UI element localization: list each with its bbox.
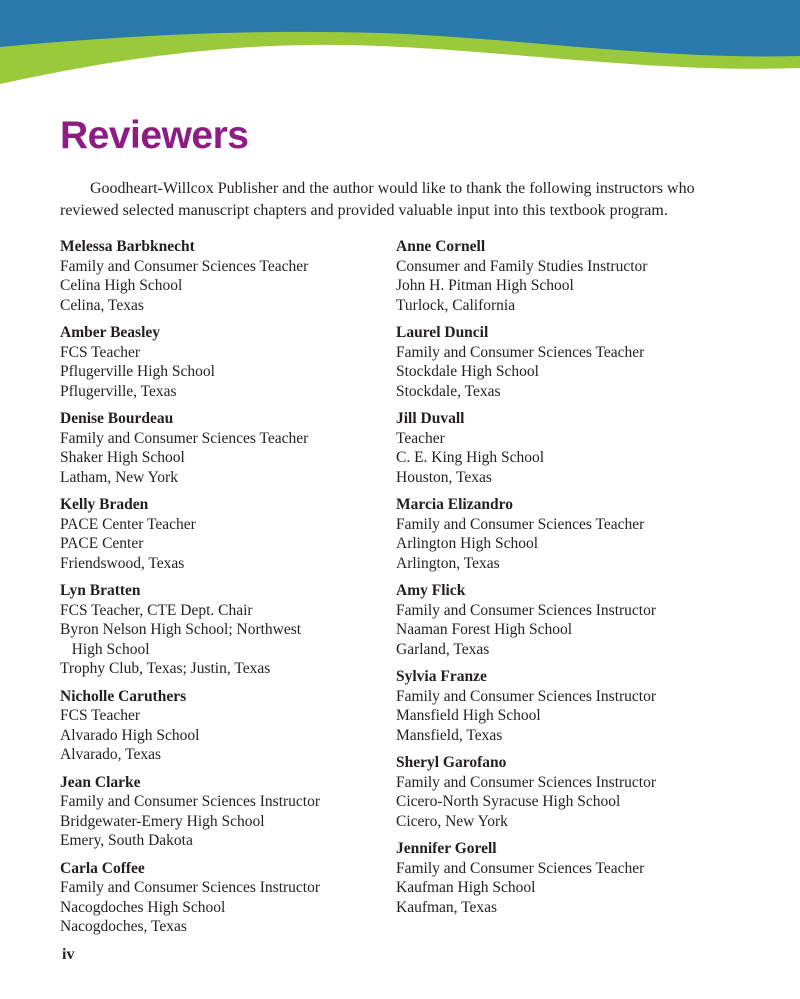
reviewer-name: Melessa Barbknecht bbox=[60, 238, 195, 255]
reviewer-name: Carla Coffee bbox=[60, 859, 145, 877]
reviewer-name: Amy Flick bbox=[396, 582, 466, 599]
reviewer-entry bbox=[60, 495, 396, 573]
reviewer-detail-line: Alvarado High School bbox=[60, 726, 200, 744]
reviewer-detail-line: Friendswood, Texas bbox=[60, 554, 185, 572]
reviewer-detail-line: Stockdale, Texas bbox=[396, 382, 501, 400]
reviewer-name: Marcia Elizandro bbox=[396, 496, 513, 513]
page-title: Reviewers bbox=[60, 114, 249, 157]
reviewer-detail-line: Mansfield High School bbox=[396, 707, 541, 724]
reviewer-detail-line: Cicero, New York bbox=[396, 812, 508, 830]
reviewer-detail-line: Cicero-North Syracuse High School bbox=[396, 793, 621, 810]
reviewer-entry bbox=[60, 859, 396, 937]
reviewer-name: Kelly Braden bbox=[60, 496, 149, 513]
reviewer-detail-line: Stockdale High School bbox=[396, 363, 539, 380]
reviewer-name: Jennifer Gorell bbox=[396, 840, 497, 857]
reviewer-column-left bbox=[60, 237, 396, 945]
reviewer-detail-line: Nacogdoches High School bbox=[60, 898, 226, 916]
reviewer-name: Denise Bourdeau bbox=[60, 410, 174, 427]
reviewer-detail-line: Kaufman High School bbox=[396, 879, 536, 896]
reviewer-detail-line: Byron Nelson High School; Northwest bbox=[60, 621, 302, 638]
reviewer-detail-line: Houston, Texas bbox=[396, 468, 492, 486]
reviewer-name: Lyn Bratten bbox=[60, 582, 141, 599]
reviewer-detail-line: Family and Consumer Sciences Teacher bbox=[396, 859, 645, 877]
reviewer-detail-line: High School bbox=[60, 640, 150, 658]
reviewer-entry bbox=[396, 667, 738, 745]
reviewer-columns bbox=[60, 237, 740, 945]
reviewer-detail-line: Trophy Club, Texas; Justin, Texas bbox=[60, 660, 271, 677]
reviewer-detail-line: Emery, South Dakota bbox=[60, 832, 193, 849]
reviewer-detail-line: Pflugerville High School bbox=[60, 363, 215, 380]
reviewer-detail-line: Celina, Texas bbox=[60, 296, 144, 314]
reviewer-entry bbox=[396, 409, 738, 487]
reviewer-detail-line: Celina High School bbox=[60, 277, 183, 294]
reviewer-detail-line: PACE Center bbox=[60, 535, 144, 552]
reviewer-name: Jean Clarke bbox=[60, 773, 141, 791]
reviewer-entry bbox=[396, 323, 738, 401]
reviewer-entry bbox=[396, 581, 738, 659]
reviewer-name: Sylvia Franze bbox=[396, 668, 487, 685]
reviewer-detail-line: Family and Consumer Sciences Teacher bbox=[396, 515, 645, 533]
reviewer-detail-line: PACE Center Teacher bbox=[60, 515, 196, 533]
reviewer-detail-line: FCS Teacher, CTE Dept. Chair bbox=[60, 601, 253, 619]
page-number: iv bbox=[62, 946, 75, 963]
reviewer-detail-line: Pflugerville, Texas bbox=[60, 382, 177, 400]
reviewer-name: Anne Cornell bbox=[396, 238, 486, 255]
reviewer-entry bbox=[60, 237, 396, 315]
reviewer-detail-line: Family and Consumer Sciences Instructor bbox=[396, 773, 657, 791]
reviewer-entry bbox=[60, 323, 396, 401]
reviewer-detail-line: Bridgewater-Emery High School bbox=[60, 812, 265, 830]
reviewer-entry bbox=[60, 687, 396, 765]
reviewer-entry bbox=[396, 237, 738, 315]
reviewer-detail-line: FCS Teacher bbox=[60, 343, 140, 361]
reviewer-detail-line: Consumer and Family Studies Instructor bbox=[396, 257, 648, 275]
intro-paragraph: Goodheart-Willcox Publisher and the author would like to thank the following instructors who reviewed selected manuscript chapters and provided valuable input into this textbook program. bbox=[60, 180, 695, 219]
reviewer-entry bbox=[396, 839, 738, 917]
reviewer-entry bbox=[60, 581, 396, 679]
reviewer-detail-line: Family and Consumer Sciences Teacher bbox=[396, 343, 645, 361]
reviewer-entry bbox=[60, 773, 396, 851]
reviewer-entry bbox=[396, 495, 738, 573]
reviewer-name: Jill Duvall bbox=[396, 410, 465, 427]
reviewer-name: Amber Beasley bbox=[60, 324, 161, 341]
reviewer-detail-line: FCS Teacher bbox=[60, 707, 140, 724]
reviewer-detail-line: Family and Consumer Sciences Instructor bbox=[396, 687, 657, 705]
reviewer-detail-line: John H. Pitman High School bbox=[396, 277, 574, 294]
reviewer-detail-line: Family and Consumer Sciences Instructor bbox=[60, 879, 321, 896]
reviewer-detail-line: Kaufman, Texas bbox=[396, 898, 498, 916]
reviewer-detail-line: Family and Consumer Sciences Teacher bbox=[60, 257, 309, 275]
reviewer-detail-line: Arlington, Texas bbox=[396, 554, 500, 572]
reviewer-column-right bbox=[396, 237, 738, 945]
reviewer-detail-line: Naaman Forest High School bbox=[396, 621, 573, 638]
reviewer-detail-line: Nacogdoches, Texas bbox=[60, 918, 187, 935]
reviewer-name: Nicholle Caruthers bbox=[60, 687, 187, 705]
reviewer-detail-line: Teacher bbox=[396, 429, 445, 447]
reviewer-detail-line: Family and Consumer Sciences Teacher bbox=[60, 429, 309, 447]
reviewer-entry bbox=[60, 409, 396, 487]
reviewer-detail-line: Mansfield, Texas bbox=[396, 726, 503, 744]
reviewer-detail-line: Arlington High School bbox=[396, 535, 539, 552]
reviewer-name: Sheryl Garofano bbox=[396, 754, 507, 771]
reviewer-detail-line: Latham, New York bbox=[60, 468, 178, 486]
reviewer-detail-line: Shaker High School bbox=[60, 449, 185, 466]
reviewer-name: Laurel Duncil bbox=[396, 324, 489, 341]
reviewer-detail-line: Turlock, California bbox=[396, 296, 516, 314]
reviewer-detail-line: Family and Consumer Sciences Instructor bbox=[396, 601, 657, 619]
reviewer-entry bbox=[396, 753, 738, 831]
reviewer-detail-line: Garland, Texas bbox=[396, 640, 490, 658]
reviewer-detail-line: Family and Consumer Sciences Instructor bbox=[60, 793, 321, 810]
reviewer-detail-line: C. E. King High School bbox=[396, 449, 545, 466]
reviewer-detail-line: Alvarado, Texas bbox=[60, 746, 162, 763]
